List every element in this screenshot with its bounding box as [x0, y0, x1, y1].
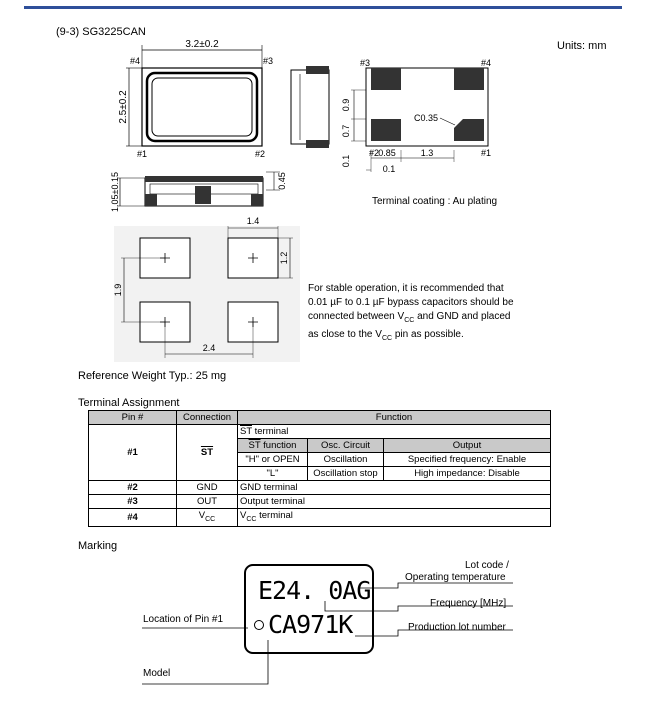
dim-thickness: 1.05±0.15	[110, 172, 120, 212]
chamfer-label: C0.35	[414, 113, 439, 123]
units-label: Units: mm	[557, 40, 607, 52]
lp-dim-19: 1.9	[113, 283, 123, 297]
pin1-location-label: Location of Pin #1	[143, 614, 224, 625]
b-dim-09: 0.9	[341, 98, 351, 112]
lot-code-label: Lot code /	[465, 560, 509, 571]
b-dim-07: 0.7	[341, 124, 351, 138]
b-pin1: #1	[481, 148, 492, 158]
pin2-label: #2	[255, 149, 266, 159]
th-function: Function	[238, 411, 551, 425]
b-dim-13: 1.3	[420, 148, 434, 158]
table-row: #3 OUT Output terminal	[89, 495, 551, 509]
b-pin3: #3	[360, 58, 371, 68]
b-dim-085: 0.85	[378, 148, 396, 158]
b-dim-01b: 0.1	[382, 164, 396, 174]
b-pin4: #4	[481, 58, 492, 68]
table-row: "L" Oscillation stop High impedance: Disable	[89, 467, 551, 481]
terminal-title: Terminal Assignment	[78, 397, 180, 409]
lp-dim-12: 1.2	[279, 251, 289, 265]
th-connection: Connection	[177, 411, 238, 425]
table-subheader-row: $\overline{ST}$ function Osc. Circuit Output	[89, 439, 551, 453]
marking-line2: CA971K	[268, 610, 353, 639]
reference-weight: Reference Weight Typ.: 25 mg	[78, 370, 227, 382]
lp-dim-24: 2.4	[202, 343, 216, 353]
pin3-label: #3	[263, 56, 274, 66]
dim-width: 3.2±0.2	[185, 39, 219, 50]
b-pin2: #2	[369, 148, 380, 158]
frequency-label: Frequency [MHz]	[430, 598, 507, 609]
table-row: #2 GND GND terminal	[89, 481, 551, 495]
production-lot-label: Production lot number	[408, 622, 506, 633]
th-pin: Pin #	[89, 411, 177, 425]
marking-line1: E24. 0AG	[258, 576, 371, 605]
lp-dim-14: 1.4	[246, 216, 260, 226]
model-label: Model	[143, 668, 171, 679]
dim-height: 2.5±0.2	[118, 90, 129, 124]
pin4-label: #4	[130, 56, 141, 66]
coating-note: Terminal coating : Au plating	[372, 196, 498, 207]
table-row: #1 $\overline{ST}$ $\overline{ST}$ terminal	[89, 425, 551, 439]
b-dim-01a: 0.1	[341, 154, 351, 168]
table-row: "H" or OPEN Oscillation Specified frequency: Enable	[89, 453, 551, 467]
section-title: (9-3) SG3225CAN	[56, 26, 146, 38]
bypass-note: For stable operation, it is recommended that 0.01 µF to 0.1 µF bypass capacitors should be connected between $V_{CC}$ and GND and placed as close to the $V_{CC}$ pin as possible.	[308, 283, 514, 342]
marking-title: Marking	[78, 540, 118, 552]
dim-pad-height: 0.45	[277, 172, 287, 190]
table-row: #4 $V_{CC}$ $V_{CC}$ terminal	[89, 509, 551, 527]
pin1-label: #1	[137, 149, 148, 159]
op-temp-label: Operating temperature	[405, 572, 506, 583]
